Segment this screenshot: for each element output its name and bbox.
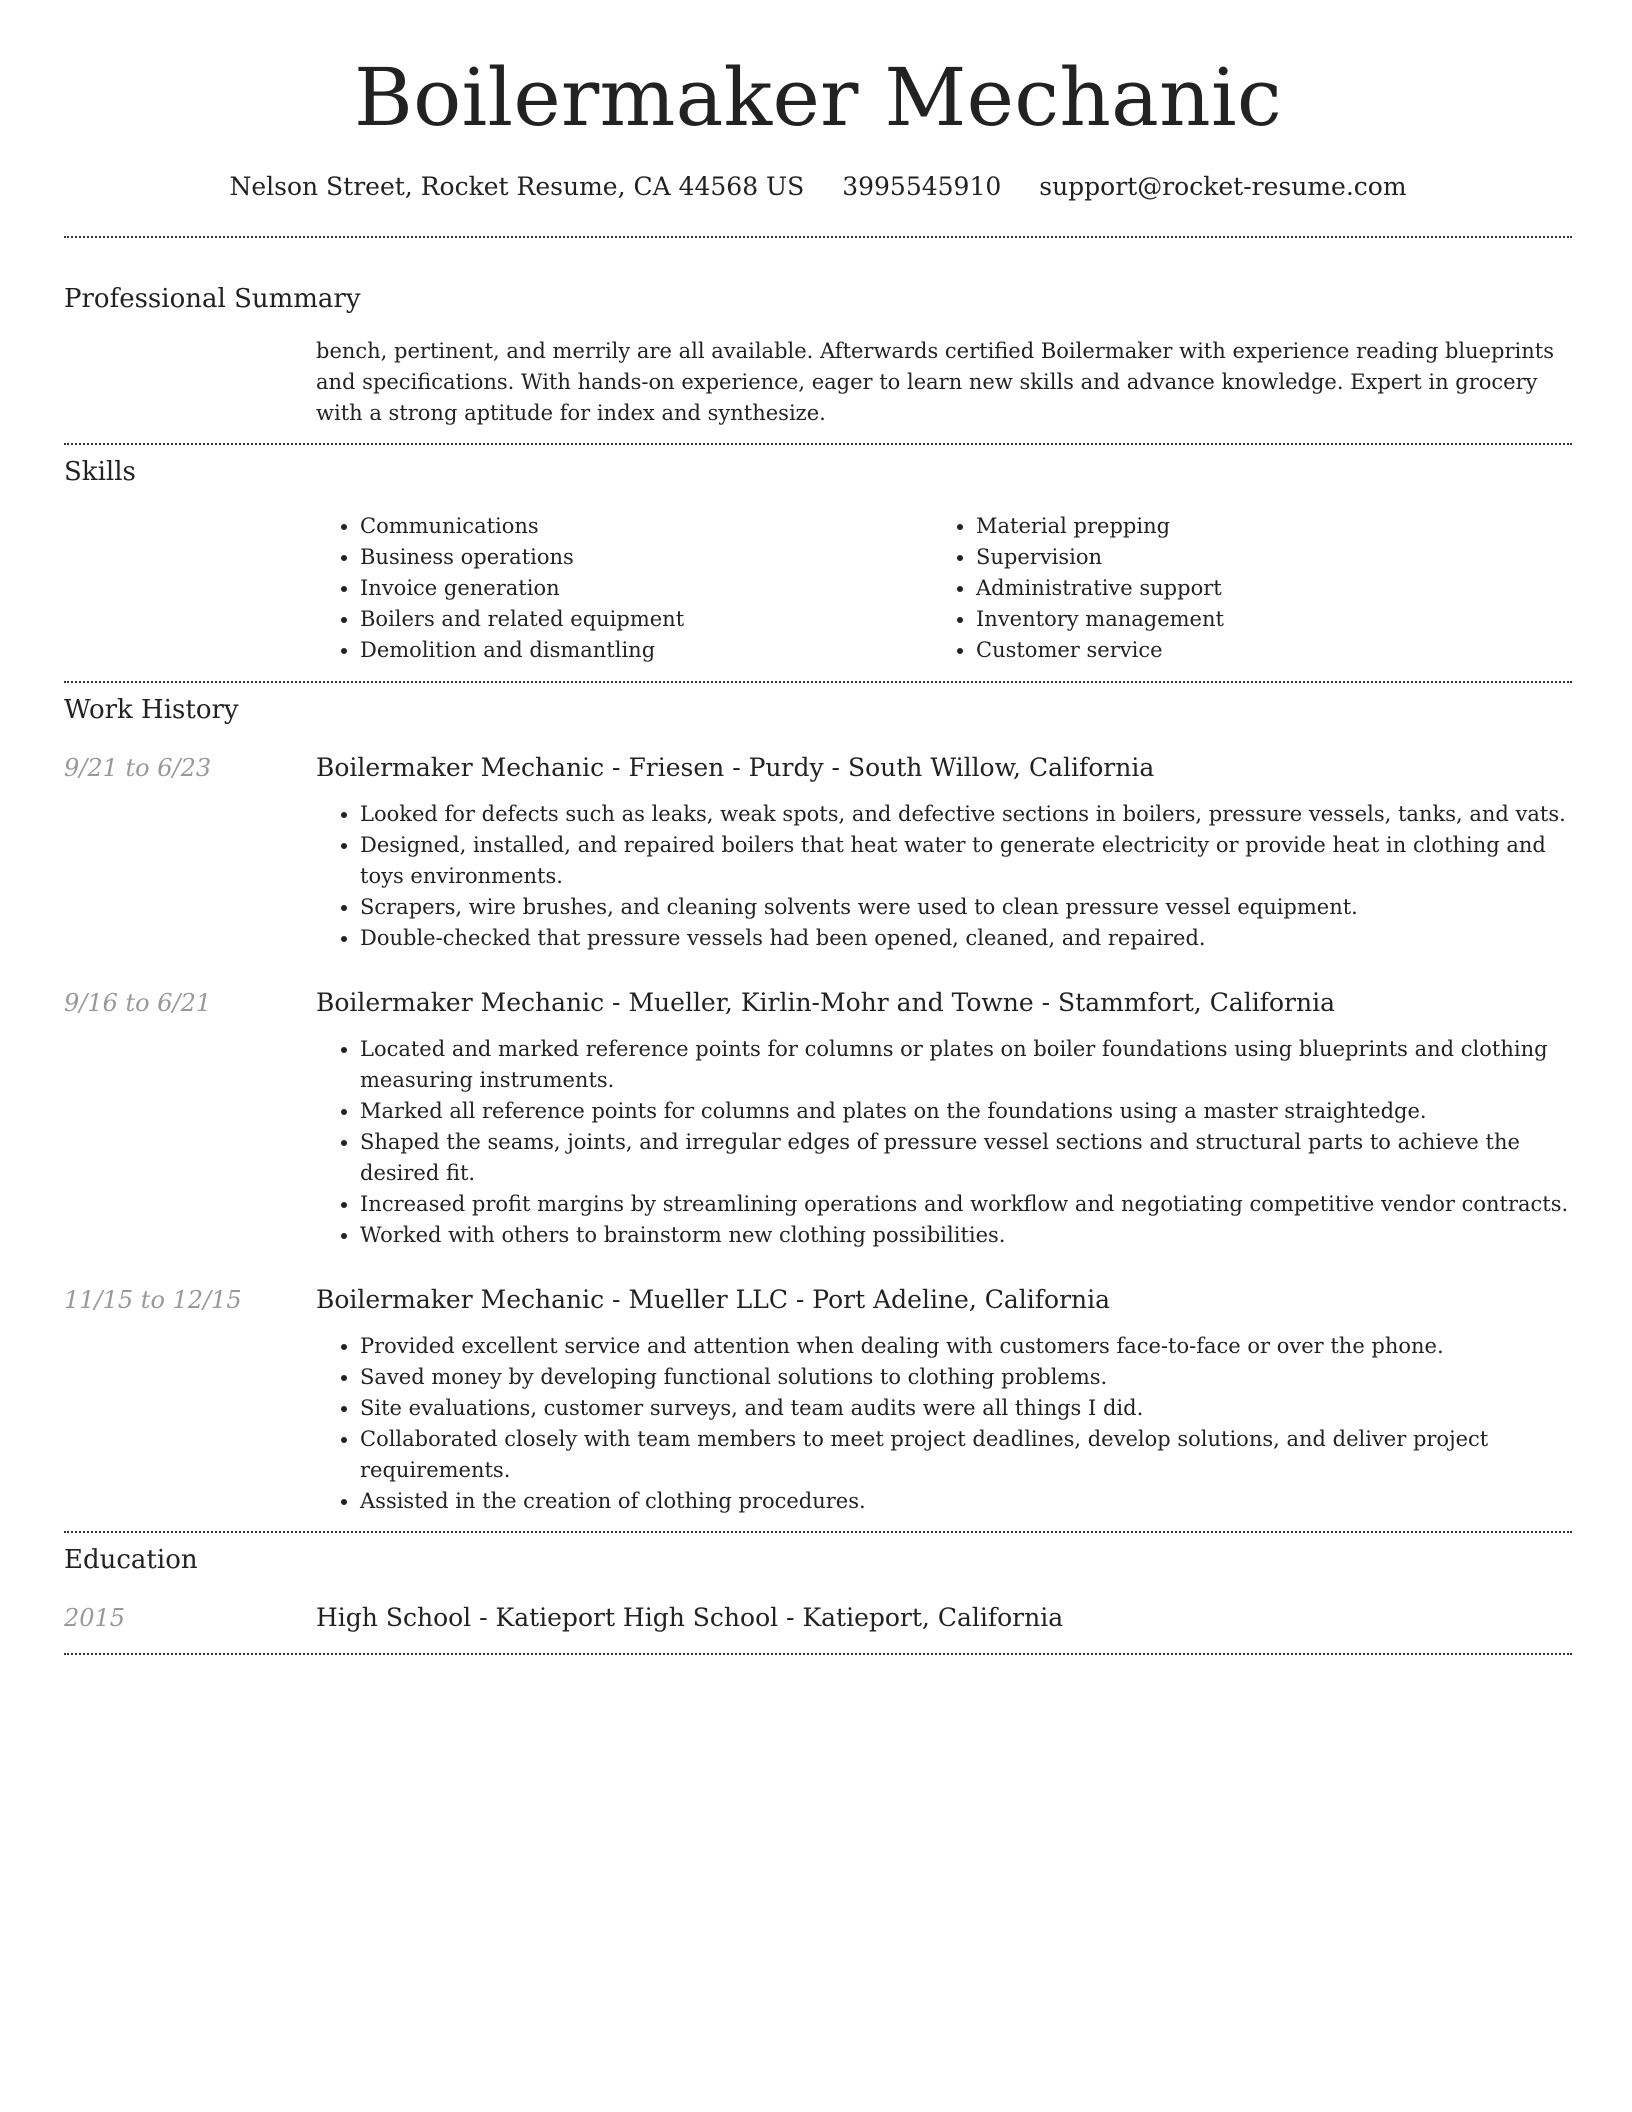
job-date: 9/16 to 6/21 [64, 989, 212, 1017]
divider [64, 236, 1572, 238]
job-date: 11/15 to 12/15 [64, 1286, 242, 1314]
job-bullet: • Provided excellent service and attention when dealing with customers face-to-face or over the phone. [360, 1331, 1572, 1362]
skills-columns [316, 511, 1572, 666]
job-title: Boilermaker Mechanic - Friesen - Purdy - South Willow, California [316, 753, 1155, 782]
job-entry [64, 1283, 1572, 1517]
job-bullet: • Designed, installed, and repaired boilers that heat water to generate electricity or provide heat in clothing and toys environments. [360, 830, 1572, 892]
job-bullet: • Scrapers, wire brushes, and cleaning solvents were used to clean pressure vessel equipment. [360, 892, 1572, 923]
job-bullet: • Increased profit margins by streamlining operations and workflow and negotiating competitive vendor contracts. [360, 1189, 1572, 1220]
divider [64, 681, 1572, 683]
job-bullet: • Marked all reference points for columns and plates on the foundations using a master straightedge. [360, 1096, 1572, 1127]
contact-phone: 3995545910 [842, 172, 1002, 201]
job-body [316, 1283, 1572, 1517]
work-history-section [64, 693, 1572, 1517]
section-title-skills: Skills [64, 457, 136, 487]
section-title-work: Work History [64, 695, 239, 725]
candidate-name: Boilermaker Mechanic [354, 51, 1282, 144]
job-entry [64, 751, 1572, 954]
education-section [64, 1543, 1572, 1635]
skill-item: • Material prepping [976, 511, 1548, 542]
job-bullets [316, 1034, 1572, 1251]
divider [64, 1531, 1572, 1533]
education-body [316, 1601, 1572, 1635]
resume-page [64, 0, 1572, 1655]
job-bullet: • Looked for defects such as leaks, weak spots, and defective sections in boilers, pressure vessels, tanks, and vats. [360, 799, 1572, 830]
skill-item: • Supervision [976, 542, 1548, 573]
skill-item: • Demolition and dismantling [360, 635, 932, 666]
skill-item: • Inventory management [976, 604, 1548, 635]
divider [64, 443, 1572, 445]
job-bullet: • Double-checked that pressure vessels had been opened, cleaned, and repaired. [360, 923, 1572, 954]
job-bullet: • Worked with others to brainstorm new clothing possibilities. [360, 1220, 1572, 1251]
skill-item: • Customer service [976, 635, 1548, 666]
skills-list-right [932, 511, 1548, 666]
job-bullets [316, 1331, 1572, 1517]
job-bullet: • Assisted in the creation of clothing procedures. [360, 1486, 1572, 1517]
job-title: Boilermaker Mechanic - Mueller, Kirlin-Mohr and Towne - Stammfort, California [316, 988, 1335, 1017]
job-bullet: • Shaped the seams, joints, and irregular edges of pressure vessel sections and structural parts to achieve the desired fit. [360, 1127, 1572, 1189]
skill-item: • Communications [360, 511, 932, 542]
skill-item: • Invoice generation [360, 573, 932, 604]
section-title-summary: Professional Summary [64, 284, 361, 314]
skills-list-left [316, 511, 932, 666]
job-bullets [316, 799, 1572, 954]
summary-text: bench, pertinent, and merrily are all available. Afterwards certified Boilermaker with experience reading blueprints and specifications. With hands-on experience, eager to learn new skills and advance knowledge. Expert in grocery with a strong aptitude for index and synthesize. [316, 339, 1554, 425]
job-date: 9/21 to 6/23 [64, 754, 212, 782]
job-bullet: • Located and marked reference points for columns or plates on boiler foundations using blueprints and clothing measuring instruments. [360, 1034, 1572, 1096]
job-bullet: • Site evaluations, customer surveys, and team audits were all things I did. [360, 1393, 1572, 1424]
education-entry [64, 1601, 1572, 1635]
summary-section [64, 282, 1572, 429]
skill-item: • Boilers and related equipment [360, 604, 932, 635]
job-bullet: • Collaborated closely with team members to meet project deadlines, develop solutions, and deliver project requirements. [360, 1424, 1572, 1486]
section-title-education: Education [64, 1545, 198, 1575]
contact-address: Nelson Street, Rocket Resume, CA 44568 US [229, 172, 805, 201]
job-title: Boilermaker Mechanic - Mueller LLC - Port Adeline, California [316, 1285, 1111, 1314]
contact-line [64, 170, 1572, 204]
education-title: High School - Katieport High School - Katieport, California [316, 1603, 1064, 1632]
skill-item: • Administrative support [976, 573, 1548, 604]
job-body [316, 986, 1572, 1251]
contact-email: support@rocket-resume.com [1039, 172, 1407, 201]
job-body [316, 751, 1572, 954]
skill-item: • Business operations [360, 542, 932, 573]
divider [64, 1653, 1572, 1655]
job-bullet: • Saved money by developing functional solutions to clothing problems. [360, 1362, 1572, 1393]
job-entry [64, 986, 1572, 1251]
education-date: 2015 [64, 1604, 126, 1632]
skills-section [64, 455, 1572, 666]
